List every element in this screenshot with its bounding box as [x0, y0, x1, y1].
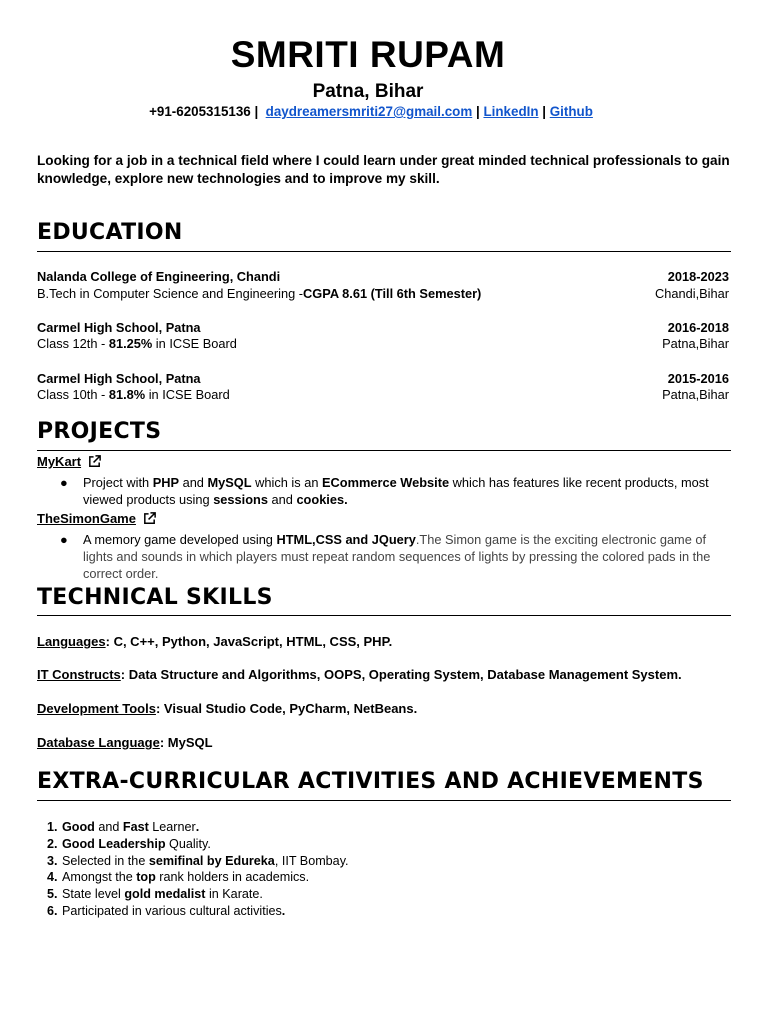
education-detail-row [37, 335, 729, 352]
bullet-icon: ● [60, 532, 68, 547]
objective-text: Looking for a job in a technical field where I could learn under great minded technical professionals to gain knowledge, explore new technologies and to improve my skill. [37, 153, 730, 186]
education-school-row [37, 319, 729, 336]
school-place: Chandi,Bihar [655, 286, 729, 301]
section-divider [37, 615, 731, 616]
achievement-item [47, 869, 687, 886]
github-link[interactable]: Github [549, 104, 593, 119]
project-description: ● Project with PHP and MySQL which is an ECommerce Website which has features like recent products, most viewed products using sessions and cookies. [60, 475, 709, 507]
email-link[interactable]: daydreamersmriti27@gmail.com [265, 104, 473, 119]
separator: | [542, 104, 547, 119]
education-heading: EDUCATION [37, 220, 183, 245]
list-number: 6. [47, 903, 58, 918]
education-detail-row [37, 285, 729, 302]
activities-heading: EXTRA-CURRICULAR ACTIVITIES AND ACHIEVEMENTS [37, 769, 704, 794]
list-number: 1. [47, 820, 58, 834]
achievement-text: Good and Fast Learner. [62, 820, 200, 834]
achievement-text: Selected in the semifinal by Edureka, IIT Bombay. [62, 853, 349, 868]
achievement-text: Participated in various cultural activities. [62, 903, 286, 918]
bullet-icon: ● [60, 475, 68, 490]
separator: | [475, 104, 480, 119]
school-name: Carmel High School, Patna [37, 371, 201, 386]
education-school-row [37, 370, 729, 387]
list-number: 2. [47, 836, 58, 851]
project-link-thesimongame[interactable] [37, 511, 157, 526]
contact-line [0, 104, 742, 119]
linkedin-link[interactable]: LinkedIn [483, 104, 539, 119]
achievement-text: Good Leadership Quality. [62, 836, 211, 851]
school-name: Carmel High School, Patna [37, 320, 201, 335]
education-school-row [37, 268, 729, 285]
resume-name: SMRITI RUPAM [230, 34, 506, 75]
achievements-list [47, 819, 687, 920]
skills-heading: TECHNICAL SKILLS [37, 585, 273, 610]
school-place: Patna,Bihar [662, 336, 729, 351]
achievement-text: Amongst the top rank holders in academics. [62, 870, 310, 885]
project-link-mykart[interactable] [37, 454, 102, 469]
list-number: 4. [47, 870, 58, 885]
achievement-item [47, 836, 687, 853]
school-years: 2018-2023 [667, 269, 729, 284]
achievement-item [47, 819, 687, 836]
section-divider [37, 450, 731, 451]
skill-development-tools: Development Tools: Visual Studio Code, PyCharm, NetBeans. [37, 701, 418, 716]
school-years: 2015-2016 [667, 371, 729, 386]
achievement-text: State level gold medalist in Karate. [62, 887, 263, 902]
section-divider [37, 800, 731, 801]
skill-database-language: Database Language: MySQL [37, 735, 213, 750]
skill-languages: Languages: C, C++, Python, JavaScript, HTML, CSS, PHP. [37, 634, 393, 649]
list-number: 3. [47, 853, 58, 868]
achievement-item [47, 853, 687, 870]
list-number: 5. [47, 887, 58, 902]
education-detail-row [37, 386, 729, 403]
education-detail: Class 12th - 81.25% in ICSE Board [37, 336, 237, 351]
external-link-icon[interactable] [87, 454, 102, 469]
location: Patna, Bihar [312, 81, 424, 102]
education-detail: Class 10th - 81.8% in ICSE Board [37, 387, 230, 402]
school-place: Patna,Bihar [662, 387, 729, 402]
project-name: MyKart [37, 454, 82, 469]
project-name: TheSimonGame [37, 511, 136, 526]
skill-it-constructs: IT Constructs: Data Structure and Algorithms, OOPS, Operating System, Database Management System. [37, 667, 682, 682]
external-link-icon[interactable] [142, 511, 157, 526]
projects-heading: PROJECTS [37, 419, 162, 444]
school-years: 2016-2018 [667, 320, 729, 335]
section-divider [37, 251, 731, 252]
achievement-item [47, 903, 687, 920]
project-description: ● A memory game developed using HTML,CSS and JQuery.The Simon game is the exciting electronic game of lights and sounds in which players must repeat random sequences of lights by pressing the colored pads in the correct order. [60, 532, 711, 581]
phone-number: +91-6205315136 | [149, 104, 259, 119]
school-name: Nalanda College of Engineering, Chandi [37, 269, 281, 284]
achievement-item [47, 886, 687, 903]
education-detail: B.Tech in Computer Science and Engineering -CGPA 8.61 (Till 6th Semester) [37, 286, 482, 301]
